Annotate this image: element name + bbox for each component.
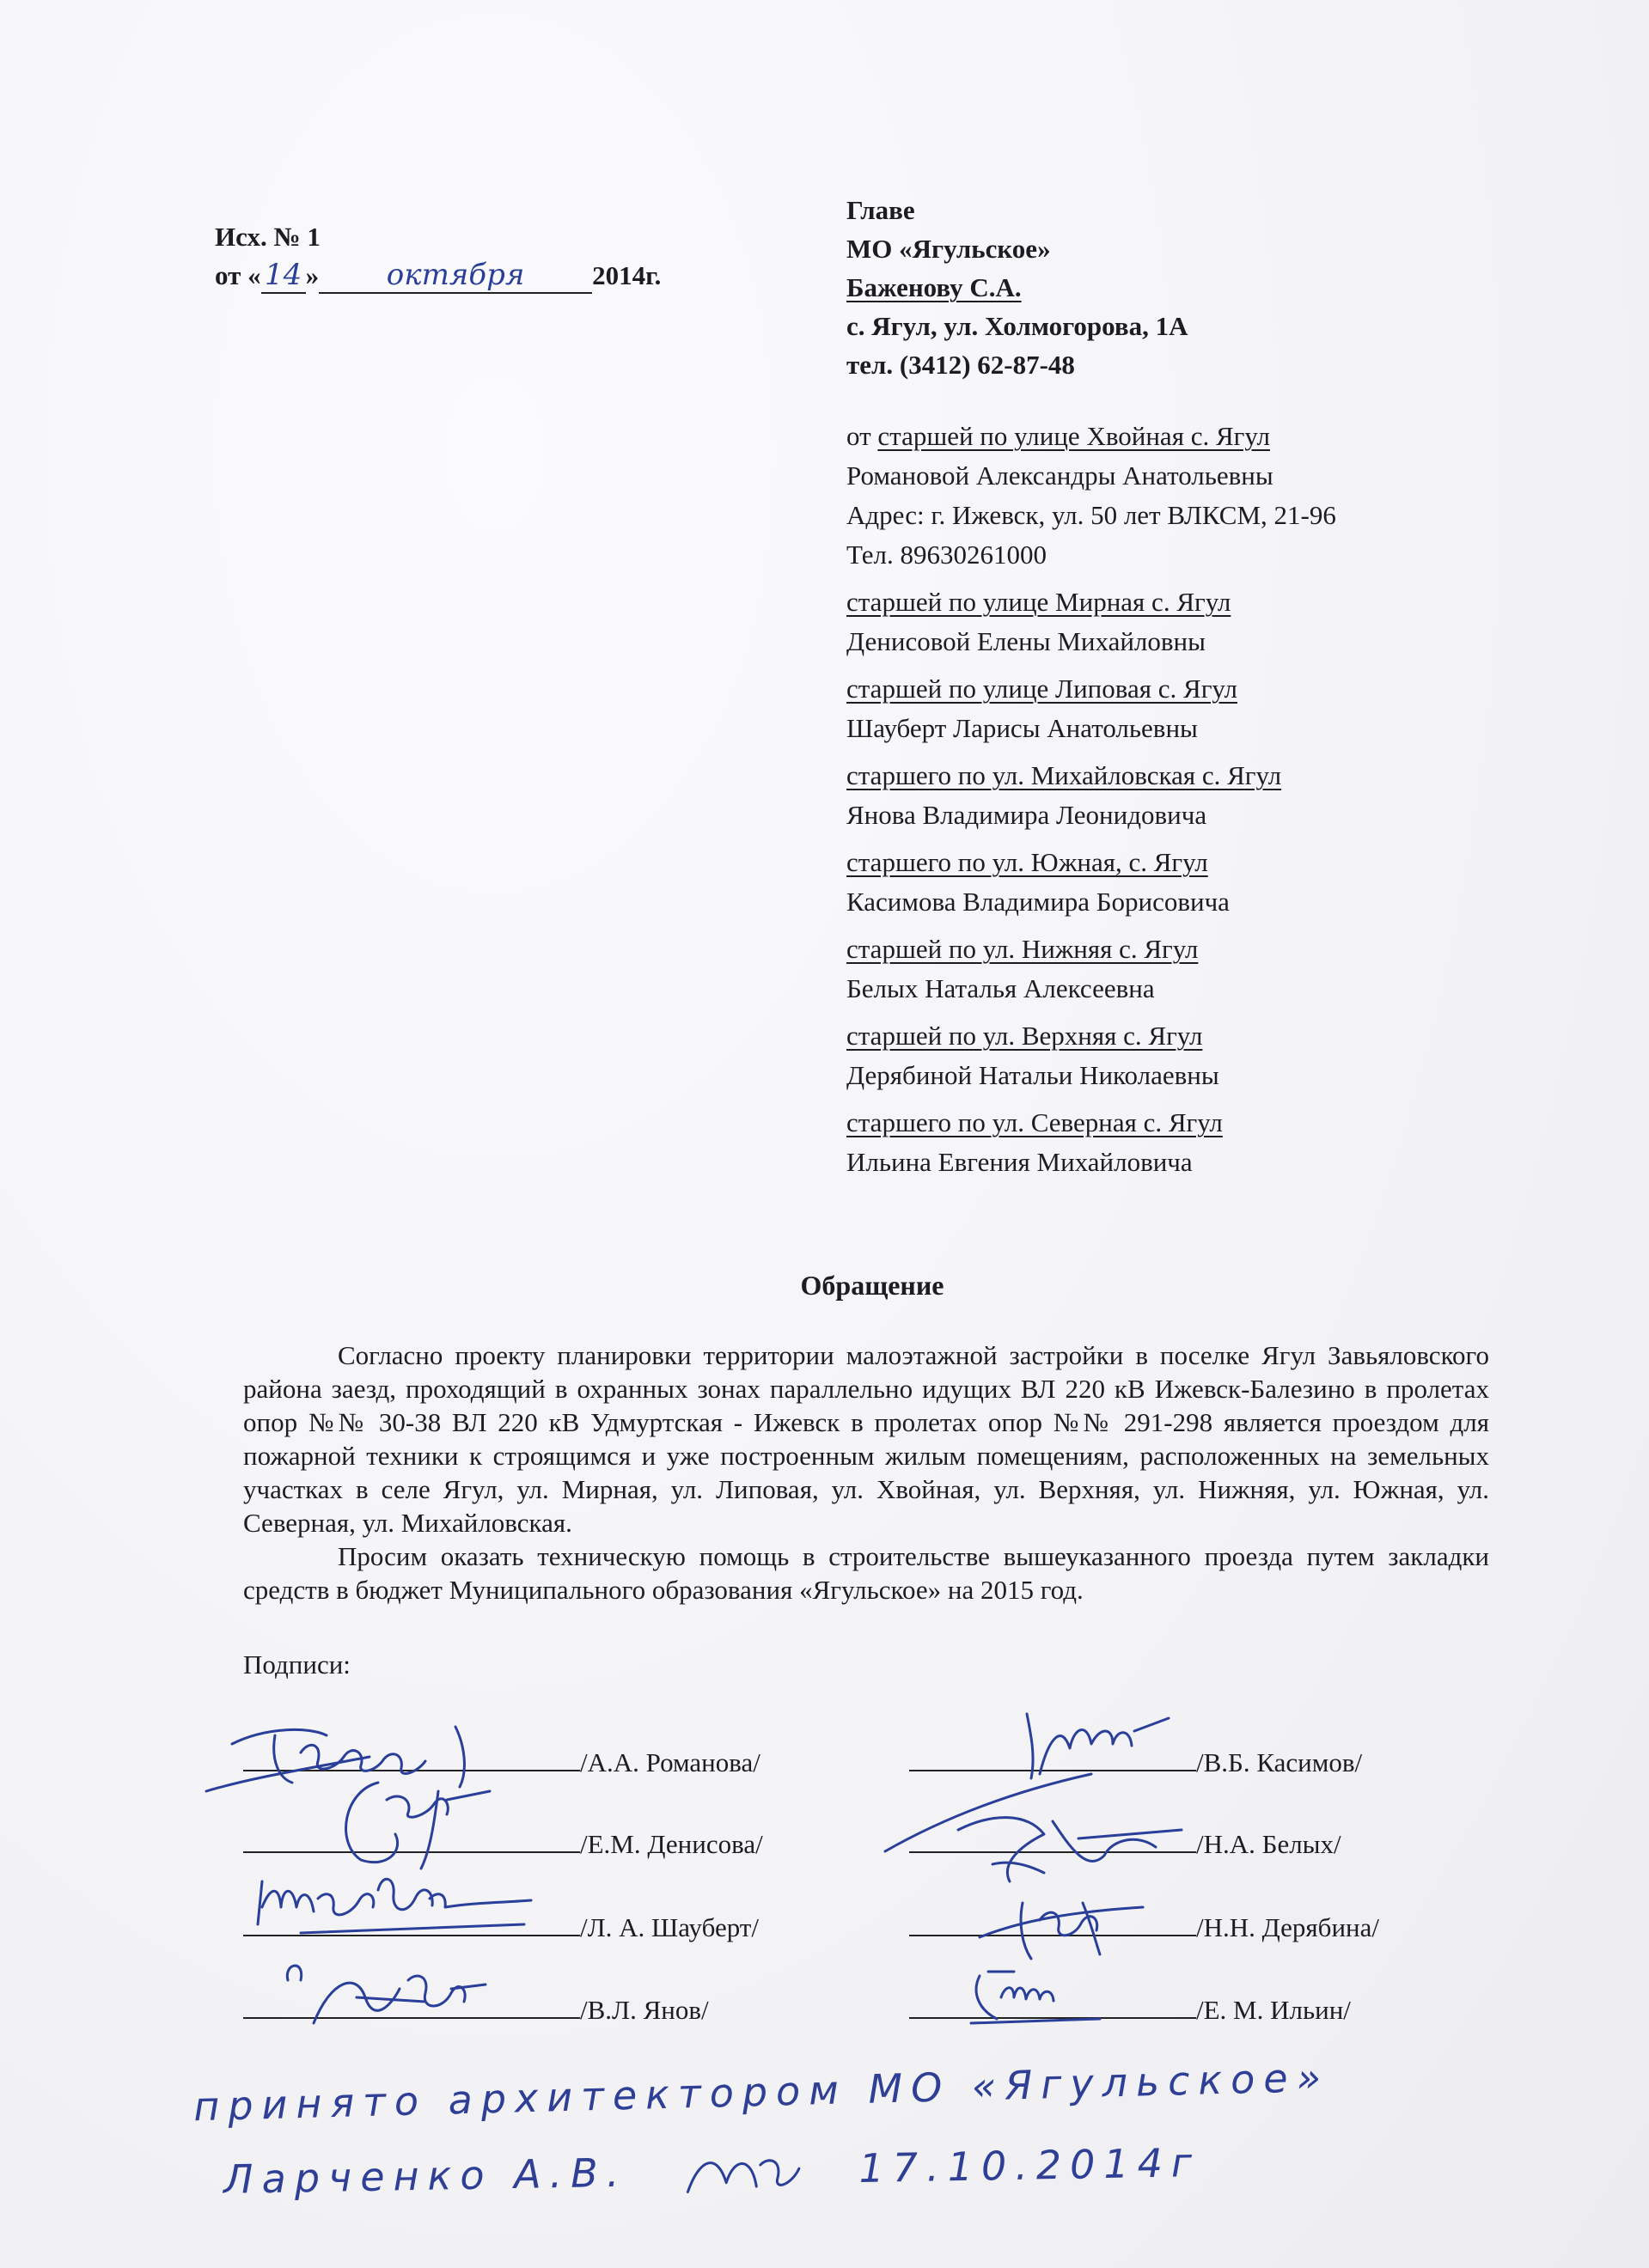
sender-prefix: от: [846, 421, 878, 451]
sender-name: Романовой Александры Анатольевны: [846, 460, 1273, 491]
sender-role: старшего по ул. Северная с. Ягул: [846, 1107, 1223, 1137]
addressee-address: с. Ягул, ул. Холмогорова, 1А: [846, 311, 1188, 341]
signatory-name: /Е.М. Денисова/: [580, 1829, 763, 1859]
sender-group: [846, 843, 1336, 922]
sender-role: старшего по ул. Михайловская с. Ягул: [846, 760, 1282, 790]
sender-group: [846, 930, 1336, 1009]
sender-name: Янова Владимира Леонидовича: [846, 800, 1207, 830]
addressee-line: МО «Ягульское»: [846, 234, 1051, 264]
handwritten-note-date: 17.10.2014г: [858, 2139, 1201, 2192]
sender-name: Шауберт Ларисы Анатольевны: [846, 713, 1198, 743]
sender-group: [846, 417, 1336, 575]
document-title: Обращение: [800, 1270, 944, 1301]
ref-date-day: 14: [261, 258, 306, 294]
ref-date-month: октября: [319, 258, 592, 294]
signatory-name: /Л. А. Шауберт/: [580, 1912, 759, 1942]
senders-block: [846, 417, 1336, 1190]
signatory-name: /В.Л. Янов/: [580, 1995, 709, 2025]
document-body: [243, 1338, 1489, 1606]
sender-role: старшего по ул. Южная, с. Ягул: [846, 847, 1208, 877]
sender-name: Касимова Владимира Борисовича: [846, 887, 1230, 917]
sender-group: [846, 669, 1336, 748]
signatory-name: /А.А. Романова/: [580, 1747, 760, 1777]
sender-name: Дерябиной Натальи Николаевны: [846, 1060, 1219, 1090]
sender-group: [846, 1103, 1336, 1182]
signatory-name: /В.Б. Касимов/: [1196, 1747, 1363, 1777]
sender-address: Адрес: г. Ижевск, ул. 50 лет ВЛКСМ, 21-96: [846, 500, 1336, 530]
sender-role: старшей по улице Мирная с. Ягул: [846, 587, 1231, 617]
signature-belykh: [941, 1796, 1199, 1890]
handwritten-note-signature: [682, 2147, 803, 2200]
handwritten-note-line2: [223, 2139, 1201, 2208]
outgoing-reference: [215, 222, 661, 294]
sender-role: старшей по ул. Нижняя с. Ягул: [846, 934, 1199, 964]
body-paragraph: Согласно проекту планировки территории малоэтажной застройки в поселке Ягул Завьяловского района заезд, проходящий в охранных зонах параллельно идущих ВЛ 220 кВ Ижевск-Балезино в пролетах опор №№ 30-38 ВЛ 220 кВ Удмуртская - Ижевск в пролетах опор №№ 291-298 является проездом для пожарной техники к строящимся и уже построенным жилым помещениям, расположенных на земельных участках в селе Ягул, ул. Мирная, ул. Липовая, ул. Хвойная, ул. Верхняя, ул. Нижняя, ул. Южная, ул. Северная, ул. Михайловская.: [243, 1340, 1489, 1538]
sender-group: [846, 1016, 1336, 1095]
addressee-block: [846, 191, 1188, 384]
sender-group: [846, 756, 1336, 835]
signature-shaubert: [249, 1856, 533, 1942]
body-paragraph: Просим оказать техническую помощь в строительстве вышеуказанного проезда путем закладки средств в бюджет Муниципального образования «Ягульское» на 2015 год.: [243, 1541, 1489, 1605]
ref-number: Исх. № 1: [215, 222, 321, 252]
sender-name: Ильина Евгения Михайловича: [846, 1147, 1193, 1177]
signatures-label: Подписи:: [243, 1649, 351, 1680]
addressee-line: Главе: [846, 195, 915, 225]
addressee-name: Баженову С.А.: [846, 272, 1022, 302]
signature-ilyin: [962, 1959, 1134, 2036]
ref-date: [215, 258, 661, 294]
handwritten-note-line1: принято архитектором МО «Ягульское»: [192, 2053, 1330, 2131]
signatory-name: /Н.А. Белых/: [1196, 1829, 1341, 1859]
signature-row: [243, 1826, 763, 1860]
sender-name: Денисовой Елены Михайловны: [846, 626, 1206, 656]
signatory-name: /Н.Н. Дерябина/: [1196, 1912, 1380, 1942]
signature-yanov: [279, 1954, 503, 2040]
signatory-name: /Е. М. Ильин/: [1196, 1995, 1351, 2025]
sender-role: старшей по ул. Верхняя с. Ягул: [846, 1021, 1203, 1051]
sender-group: [846, 582, 1336, 662]
addressee-phone: тел. (3412) 62-87-48: [846, 350, 1075, 380]
sender-name: Белых Наталья Алексеевна: [846, 973, 1155, 1003]
handwritten-note-name: Ларченко А.В.: [223, 2149, 628, 2203]
ref-date-year: 2014г.: [592, 260, 662, 290]
sender-role: старшей по улице Хвойная с. Ягул: [877, 421, 1270, 451]
ref-date-quote: »: [305, 260, 320, 290]
ref-date-prefix: от «: [215, 260, 261, 290]
sender-phone: Тел. 89630261000: [846, 540, 1047, 570]
sender-role: старшей по улице Липовая с. Ягул: [846, 674, 1238, 704]
signature-deryabina: [971, 1886, 1160, 1963]
